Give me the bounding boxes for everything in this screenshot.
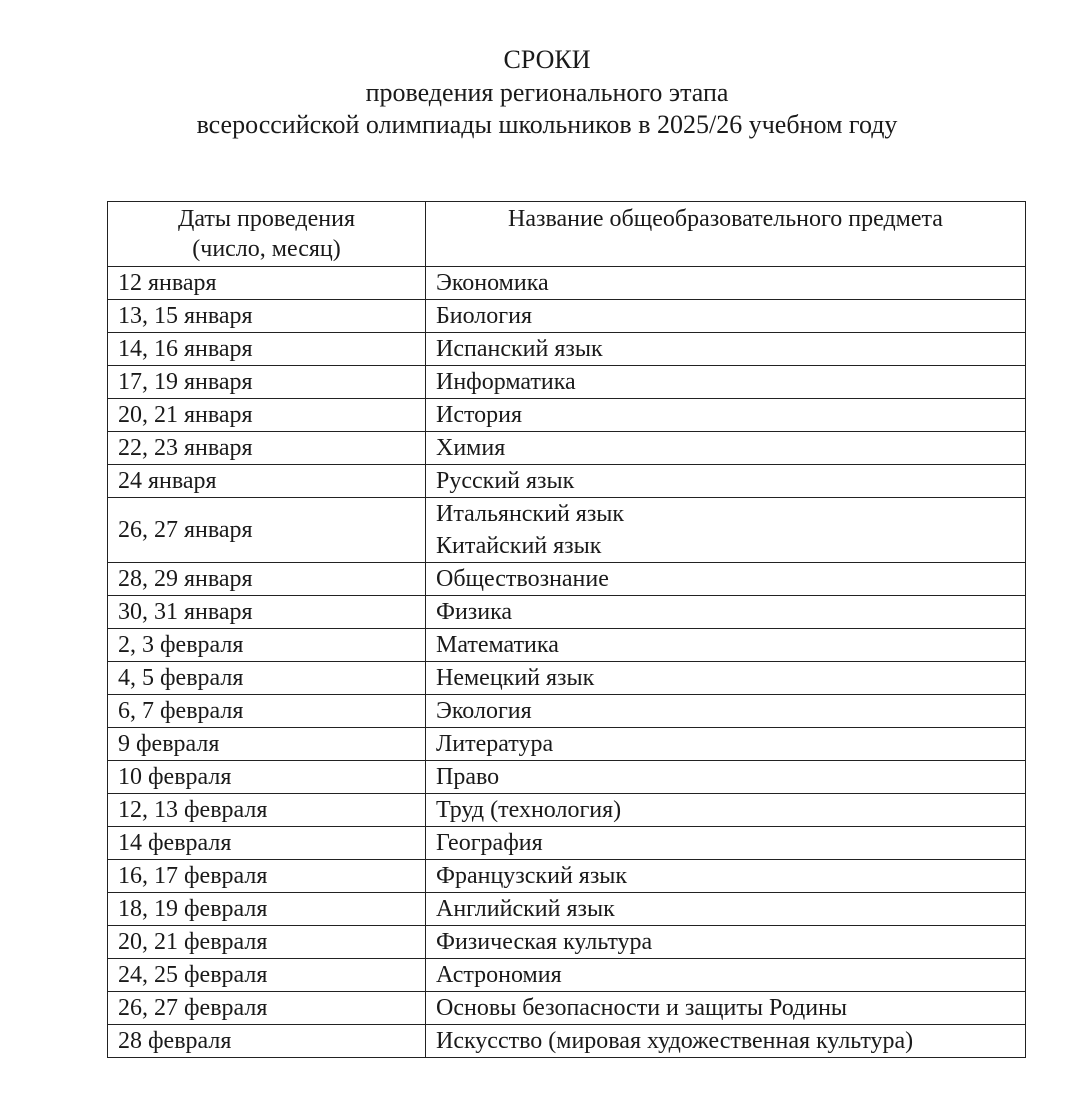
subject-cell (426, 366, 1026, 399)
subject-name: Обществознание (436, 566, 609, 592)
subject-name: Основы безопасности и защиты Родины (436, 995, 848, 1021)
table-body (108, 267, 1026, 1058)
subject-cell (426, 728, 1026, 761)
subject-name: Труд (технология) (436, 797, 622, 823)
table-row (108, 959, 1026, 992)
table-row (108, 695, 1026, 728)
subject-cell (426, 399, 1026, 432)
table-row (108, 893, 1026, 926)
subject-name: Искусство (мировая художественная культура) (436, 1028, 914, 1054)
subject-name: Биология (436, 303, 533, 329)
table-row (108, 300, 1026, 333)
subject-cell (426, 695, 1026, 728)
table-row (108, 399, 1026, 432)
date-cell: 17, 19 января (108, 366, 426, 399)
subject-name: Испанский язык (436, 336, 603, 362)
subject-name: История (436, 402, 523, 428)
table-row (108, 794, 1026, 827)
date-cell: 24, 25 февраля (108, 959, 426, 992)
date-cell: 2, 3 февраля (108, 629, 426, 662)
date-cell: 4, 5 февраля (108, 662, 426, 695)
date-cell: 12, 13 февраля (108, 794, 426, 827)
date-cell: 20, 21 января (108, 399, 426, 432)
table-row (108, 761, 1026, 794)
date-cell: 18, 19 февраля (108, 893, 426, 926)
date-cell: 16, 17 февраля (108, 860, 426, 893)
date-cell: 26, 27 января (108, 498, 426, 563)
table-row (108, 662, 1026, 695)
table-row (108, 267, 1026, 300)
date-cell: 28, 29 января (108, 563, 426, 596)
subject-name: Математика (436, 632, 559, 658)
date-column-header (108, 202, 426, 267)
date-header-line-2: (число, месяц) (192, 236, 341, 262)
subject-name: Немецкий язык (436, 665, 595, 691)
subject-cell (426, 893, 1026, 926)
subject-cell (426, 992, 1026, 1025)
subject-cell (426, 498, 1026, 563)
subject-name: Английский язык (436, 896, 615, 922)
subject-cell (426, 465, 1026, 498)
document-title: СРОКИ (503, 45, 591, 74)
table-row (108, 827, 1026, 860)
date-cell: 10 февраля (108, 761, 426, 794)
subject-column-header: Название общеобразовательного предмета (426, 202, 1026, 267)
table-row (108, 926, 1026, 959)
date-cell: 12 января (108, 267, 426, 300)
table-row (108, 728, 1026, 761)
date-cell: 9 февраля (108, 728, 426, 761)
document-subtitle-line-1: проведения регионального этапа (365, 78, 729, 107)
table-row (108, 1025, 1026, 1058)
subject-cell (426, 794, 1026, 827)
table-row (108, 629, 1026, 662)
table-row (108, 992, 1026, 1025)
document-subtitle-line-2: всероссийской олимпиады школьников в 2025/26 учебном году (196, 110, 898, 139)
subject-name: Информатика (436, 369, 576, 395)
table-row (108, 432, 1026, 465)
olympiad-schedule-table (107, 201, 1026, 1058)
subject-cell (426, 267, 1026, 300)
subject-name: Русский язык (436, 468, 575, 494)
subject-name: Экология (436, 698, 532, 724)
date-cell: 14, 16 января (108, 333, 426, 366)
date-cell: 14 февраля (108, 827, 426, 860)
subject-name: Астрономия (436, 962, 562, 988)
subject-name: Экономика (436, 270, 549, 296)
subject-name: Право (436, 764, 500, 790)
table-row (108, 860, 1026, 893)
subject-cell (426, 432, 1026, 465)
subject-cell (426, 860, 1026, 893)
subject-cell (426, 1025, 1026, 1058)
date-cell: 20, 21 февраля (108, 926, 426, 959)
date-cell: 6, 7 февраля (108, 695, 426, 728)
subject-name: Французский язык (436, 863, 628, 889)
table-row (108, 596, 1026, 629)
subject-cell (426, 629, 1026, 662)
subject-cell (426, 300, 1026, 333)
table-row (108, 498, 1026, 563)
date-cell: 13, 15 января (108, 300, 426, 333)
subject-cell (426, 333, 1026, 366)
subject-cell (426, 563, 1026, 596)
subject-name: Итальянский язык (436, 501, 625, 527)
subject-name: Химия (436, 435, 506, 461)
date-cell: 22, 23 января (108, 432, 426, 465)
table-row (108, 333, 1026, 366)
date-cell: 28 февраля (108, 1025, 426, 1058)
table-row (108, 366, 1026, 399)
subject-cell (426, 662, 1026, 695)
table-row (108, 465, 1026, 498)
subject-name: Физика (436, 599, 513, 625)
subject-cell (426, 596, 1026, 629)
date-header-line-1: Даты проведения (178, 206, 355, 232)
subject-cell (426, 926, 1026, 959)
date-cell: 26, 27 февраля (108, 992, 426, 1025)
subject-cell (426, 761, 1026, 794)
subject-name: Китайский язык (436, 533, 602, 559)
table-row (108, 563, 1026, 596)
subject-name: Физическая культура (436, 929, 653, 955)
date-cell: 30, 31 января (108, 596, 426, 629)
subject-cell (426, 827, 1026, 860)
date-cell: 24 января (108, 465, 426, 498)
subject-name: Литература (436, 731, 554, 757)
subject-cell (426, 959, 1026, 992)
subject-name: География (436, 830, 543, 856)
table-header-row (108, 202, 1026, 267)
